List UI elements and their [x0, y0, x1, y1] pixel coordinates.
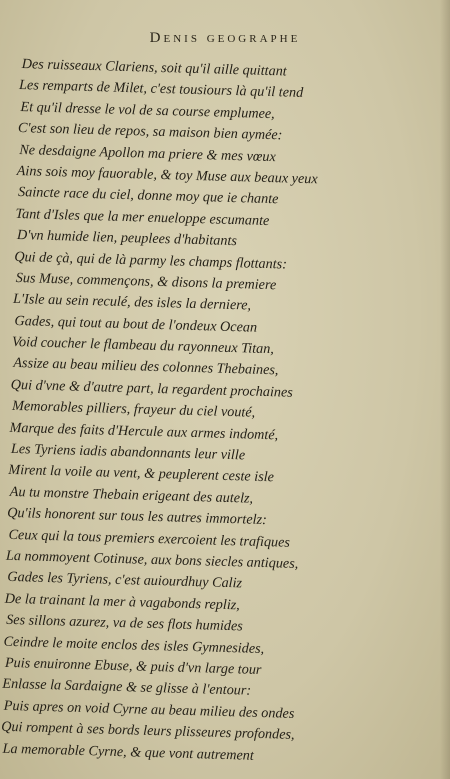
- verse-line: Ne desdaigne Apollon ma priere & mes vœux: [19, 141, 276, 165]
- running-title: Denis geographe: [149, 30, 301, 46]
- verse-line: Puis apres on void Cyrne au beau milieu des ondes: [3, 697, 295, 722]
- verse-line: L'Isle au sein reculé, des isles la derniere,: [12, 291, 252, 314]
- verse-line: Ceindre le moite enclos des isles Gymnesides,: [3, 633, 265, 657]
- verse-line: Assize au beau milieu des colonnes Thebaines,: [13, 355, 279, 379]
- verse-line: Sus Muse, commençons, & disons la premiere: [15, 269, 277, 294]
- verse-line: C'est son lieu de repos, sa maison bien aymée:: [17, 120, 283, 144]
- verse-line: De la trainant la mer à vagabonds repliz,: [4, 590, 241, 614]
- verse-line: Qui d'vne & d'autre part, la regardent prochaines: [10, 376, 294, 401]
- verse-line: Ses sillons azurez, va de ses flots humides: [5, 611, 244, 635]
- verse-line: Tant d'Isles que la mer enueloppe escumante: [15, 205, 270, 229]
- verse-line: Saincte race du ciel, donne moy que ie chante: [17, 184, 279, 208]
- verse-line: Ains sois moy fauorable, & toy Muse aux beaux yeux: [16, 162, 318, 188]
- page-edge-shadow: [440, 0, 450, 779]
- verse-line: La memorable Cyrne, & que vont autrement: [2, 740, 254, 764]
- poem-text: [0, 54, 440, 771]
- verse-line: Enlasse la Sardaigne & se glisse à l'entour:: [2, 676, 252, 700]
- verse-line: Qui de çà, qui de là parmy les champs flottants:: [14, 248, 288, 273]
- verse-line: Memorables pilliers, frayeur du ciel vouté,: [11, 398, 256, 421]
- verse-line: Au tu monstre Thebain erigeant des autelz,: [9, 483, 254, 507]
- verse-line: Gades les Tyriens, c'est auiourdhuy Caliz: [7, 569, 243, 592]
- verse-line: Les Tyriens iadis abandonnants leur ville: [10, 440, 246, 464]
- verse-line: Puis enuironne Ebuse, & puis d'vn large tour: [4, 654, 262, 678]
- verse-line: Les remparts de Milet, c'est tousiours là qu'il tend: [18, 77, 304, 102]
- verse-line: Mirent la voile au vent, & peuplerent ceste isle: [8, 462, 275, 486]
- verse-line: Ceux qui la tous premiers exercoient les trafiques: [8, 526, 291, 551]
- verse-line: La nommoyent Cotinuse, aux bons siecles antiques,: [5, 547, 299, 572]
- verse-line: Des ruisseaux Clariens, soit qu'il aille quittant: [21, 56, 287, 80]
- verse-line: Void coucher le flambeau du rayonneux Titan,: [11, 333, 275, 358]
- verse-line: Gades, qui tout au bout de l'ondeux Ocean: [14, 312, 258, 336]
- verse-line: Qui rompent à ses bords leurs plisseures profondes,: [0, 718, 295, 744]
- verse-line: D'vn humide lien, peuplees d'habitants: [16, 227, 238, 250]
- verse-line: Qu'ils honorent sur tous les autres immortelz:: [6, 505, 268, 529]
- verse-line: Et qu'il dresse le vol de sa course emplumee,: [20, 98, 275, 122]
- verse-line: Marque des faits d'Hercule aux armes indomté,: [9, 419, 279, 443]
